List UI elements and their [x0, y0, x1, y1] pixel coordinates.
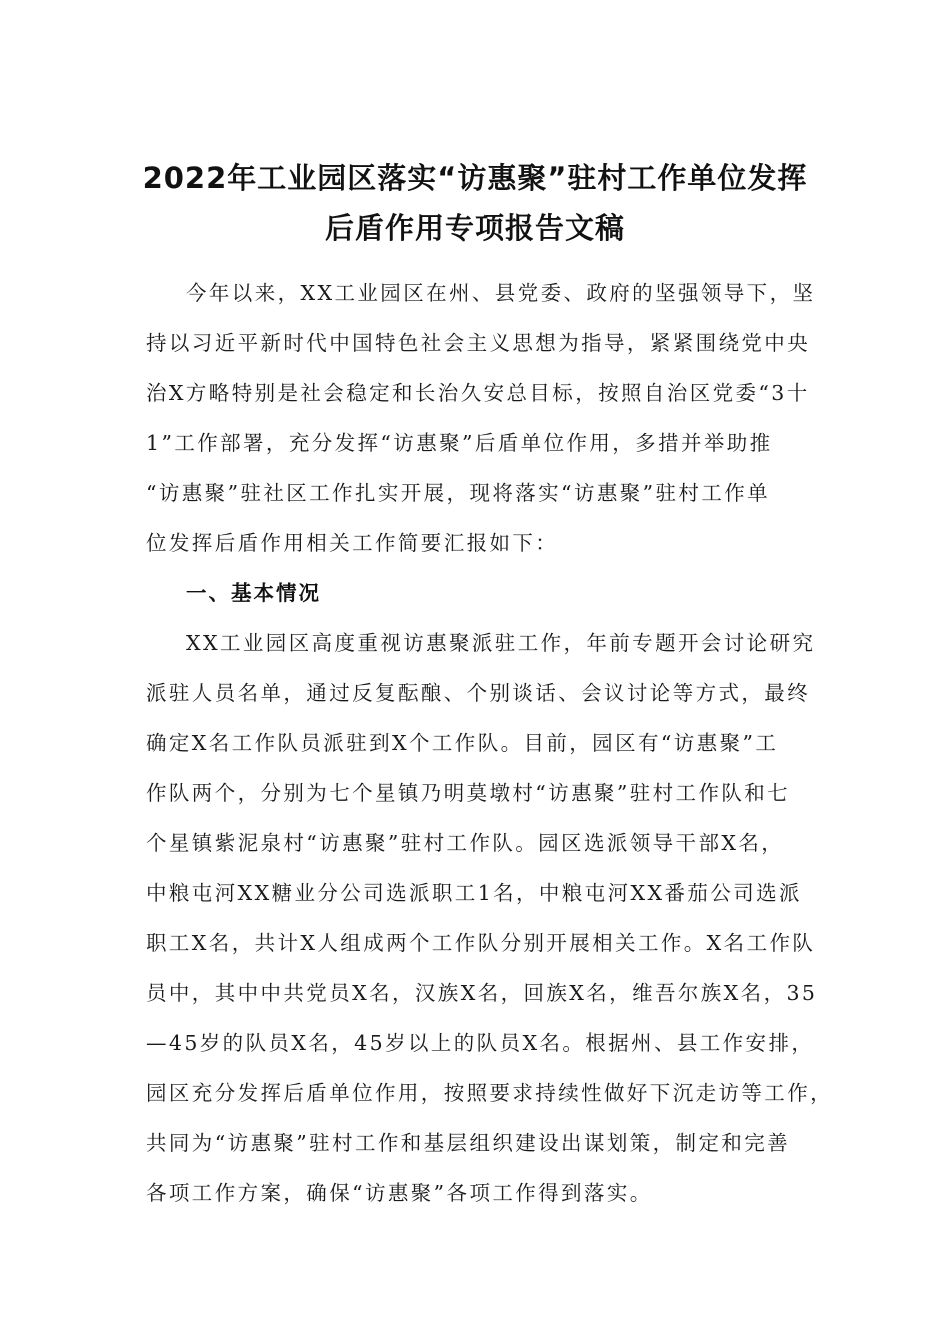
- section-paragraph-line: 中粮屯河XX糖业分公司选派职工1名，中粮屯河XX番茄公司选派: [146, 881, 802, 905]
- section-paragraph-line: 各项工作方案，确保“访惠聚”各项工作得到落实。: [146, 1181, 653, 1205]
- intro-paragraph-line: 1”工作部署，充分发挥“访惠聚”后盾单位作用，多措并举助推: [146, 431, 773, 455]
- section-paragraph-line: 园区充分发挥后盾单位作用，按照要求持续性做好下沉走访等工作，: [146, 1081, 833, 1105]
- section-paragraph-line: 员中，其中中共党员X名，汉族X名，回族X名，维吾尔族X名，35: [146, 981, 818, 1005]
- section-heading: 一、基本情况: [186, 581, 321, 605]
- section-paragraph-line: 共同为“访惠聚”驻村工作和基层组织建设出谋划策，制定和完善: [146, 1131, 791, 1155]
- section-paragraph-line: 确定X名工作队员派驻到X个工作队。目前，园区有“访惠聚”工: [146, 731, 779, 755]
- section-paragraph-line: 职工X名，共计X人组成两个工作队分别开展相关工作。X名工作队: [146, 931, 816, 955]
- section-paragraph-line: 作队两个，分别为七个星镇乃明莫墩村“访惠聚”驻村工作队和七: [146, 781, 791, 805]
- section-paragraph-line: 派驻人员名单，通过反复酝酿、个别谈话、会议讨论等方式，最终: [146, 681, 811, 705]
- intro-paragraph-line: 治X方略特别是社会稳定和长治久安总目标，按照自治区党委“3十: [146, 381, 810, 405]
- document-title-line-1: 2022年工业园区落实“访惠聚”驻村工作单位发挥: [142, 161, 808, 195]
- section-paragraph-line: —45岁的队员X名，45岁以上的队员X名。根据州、县工作安排，: [146, 1031, 815, 1055]
- document-title-line-2: 后盾作用专项报告文稿: [324, 211, 625, 245]
- intro-paragraph-line: 今年以来，XX工业园区在州、县党委、政府的坚强领导下，坚: [186, 281, 816, 305]
- intro-paragraph-line: 位发挥后盾作用相关工作简要汇报如下：: [146, 531, 559, 555]
- section-paragraph-line: XX工业园区高度重视访惠聚派驻工作，年前专题开会讨论研究: [186, 631, 816, 655]
- section-paragraph-line: 个星镇紫泥泉村“访惠聚”驻村工作队。园区选派领导干部X名，: [146, 831, 785, 855]
- intro-paragraph-line: 持以习近平新时代中国特色社会主义思想为指导，紧紧围绕党中央: [146, 331, 811, 355]
- intro-paragraph-line: “访惠聚”驻社区工作扎实开展，现将落实“访惠聚”驻村工作单: [146, 481, 771, 505]
